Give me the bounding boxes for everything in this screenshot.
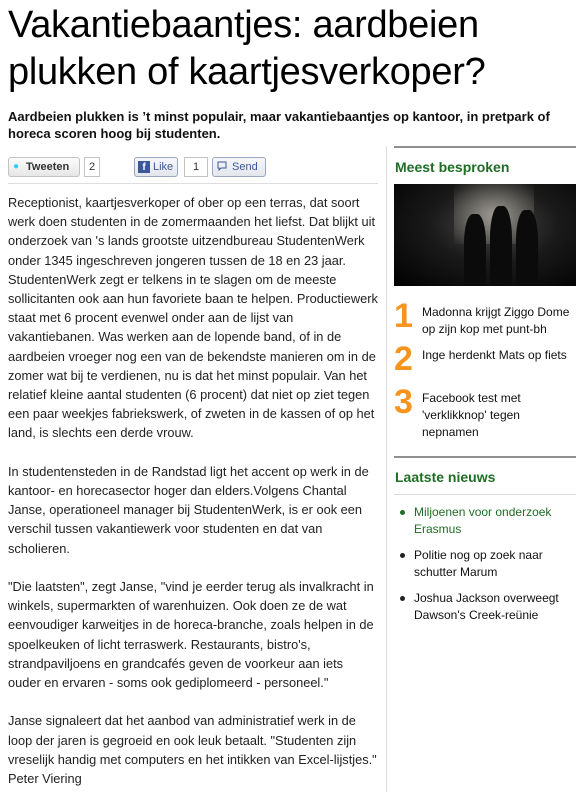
performer-silhouette xyxy=(516,210,538,286)
like-count: 1 xyxy=(184,157,208,177)
performer-silhouette xyxy=(490,206,512,286)
facebook-like-button[interactable] xyxy=(134,157,178,177)
article-paragraph: "Die laatsten", zegt Janse, "vind je eerder terug als invalkracht in winkels, supermarkten of warenhuizen. Ook doen ze de wat eenvoudiger karweitjes in de horeca-branche, zoals helpen in de spoelkeuken of licht terraswerk. Restaurants, bistro's, strandpaviljoens en grandcafés geven de voorkeur aan iets ouder en ervaren - soms ook gediplomeerd - personeel." xyxy=(8,579,374,691)
divider xyxy=(8,183,378,184)
most-discussed-title: Meest besproken xyxy=(395,159,510,175)
article-headline: Vakantiebaantjes: aardbeien plukken of kaartjesverkoper? xyxy=(8,4,486,93)
most-discussed-link[interactable]: Facebook test met 'verklikknop' tegen nepnamen xyxy=(422,391,521,439)
bullet-icon xyxy=(400,596,405,601)
speech-bubble-icon xyxy=(217,161,227,172)
divider xyxy=(394,494,576,495)
article-body xyxy=(8,193,378,788)
rank-number: 2 xyxy=(394,340,413,378)
latest-news-item[interactable] xyxy=(394,590,576,626)
rank-number: 1 xyxy=(394,297,413,335)
most-discussed-link[interactable]: Inge herdenkt Mats op fiets xyxy=(422,348,567,362)
most-discussed-item[interactable] xyxy=(394,384,576,440)
like-label: Like xyxy=(153,161,174,173)
article-lead: Aardbeien plukken is ’t minst populair, maar vakantiebaantjes op kantoor, in pretpark of horeca scoren hoog bij studenten. xyxy=(8,109,550,141)
article-paragraph: Janse signaleert dat het aanbod van administratief werk in de loop der jaren is gegroeid en ook leuk betaalt. "Studenten zijn vreselijk handig met computers en het intikken van Excel-lijstjes." xyxy=(8,713,377,767)
most-discussed-header xyxy=(394,146,576,178)
most-discussed-item[interactable] xyxy=(394,341,576,377)
latest-news-header xyxy=(394,456,576,488)
rank-number: 3 xyxy=(394,383,413,421)
article-paragraph: In studentensteden in de Randstad ligt het accent op werk in de kantoor- en horecasector hoger dan elders.Volgens Chantal Janse, operationeel manager bij StudentenWerk, is er ook een verschil tussen vakantiewerk voor studenten en dat van scholieren. xyxy=(8,463,369,556)
facebook-icon: f xyxy=(138,161,150,173)
latest-news-title: Laatste nieuws xyxy=(395,469,496,485)
most-discussed-link[interactable]: Madonna krijgt Ziggo Dome op zijn kop met punt-bh xyxy=(422,305,570,336)
bullet-icon xyxy=(400,510,405,515)
column-divider xyxy=(386,146,387,792)
latest-news-item[interactable] xyxy=(394,547,576,583)
performer-silhouette xyxy=(464,214,486,286)
latest-news-item[interactable] xyxy=(394,504,576,540)
twitter-bird-icon: ● xyxy=(13,161,20,172)
featured-photo[interactable] xyxy=(394,184,576,286)
tweet-label: Tweeten xyxy=(26,161,70,173)
latest-news-link[interactable]: Politie nog op zoek naar schutter Marum xyxy=(414,548,543,579)
send-label: Send xyxy=(232,161,258,173)
send-button[interactable] xyxy=(212,157,266,177)
article-author: Peter Viering xyxy=(8,771,82,787)
tweet-count: 2 xyxy=(84,157,100,177)
bullet-icon xyxy=(400,553,405,558)
article-paragraph: Receptionist, kaartjesverkoper of ober op een terras, dat soort werk doen studenten in de zomermaanden het liefst. Dat blijkt uit onderzoek van 's lands grootste uitzendbureau StudentenWerk onder 1345 ingeschreven jongeren tussen de 18 en 23 jaar. StudentenWerk zegt er telkens in te slagen om de meeste sollicitanten ook aan hun favoriete baan te helpen. Productiewerk staat met 6 procent evenwel onder aan de lijst van vakantiebanen. Was werken aan de lopende band, of in de aardbeien vroeger nog een van de bekendste manieren om in de zomer wat bij te verdienen, nu is dat het minst populair. Van het relatief kleine aantal studenten (6 procent) dat niet op ziet tegen een paar weekjes fabriekswerk, of zweten in de kassen of op het land, is slechts een derde vrouw. xyxy=(8,195,378,441)
latest-news-link[interactable]: Joshua Jackson overweegt Dawson's Creek-reünie xyxy=(414,591,559,622)
tweet-button[interactable] xyxy=(8,157,80,177)
share-bar xyxy=(8,157,378,179)
latest-news-link[interactable]: Miljoenen voor onderzoek Erasmus xyxy=(414,505,552,536)
most-discussed-item[interactable] xyxy=(394,298,576,338)
